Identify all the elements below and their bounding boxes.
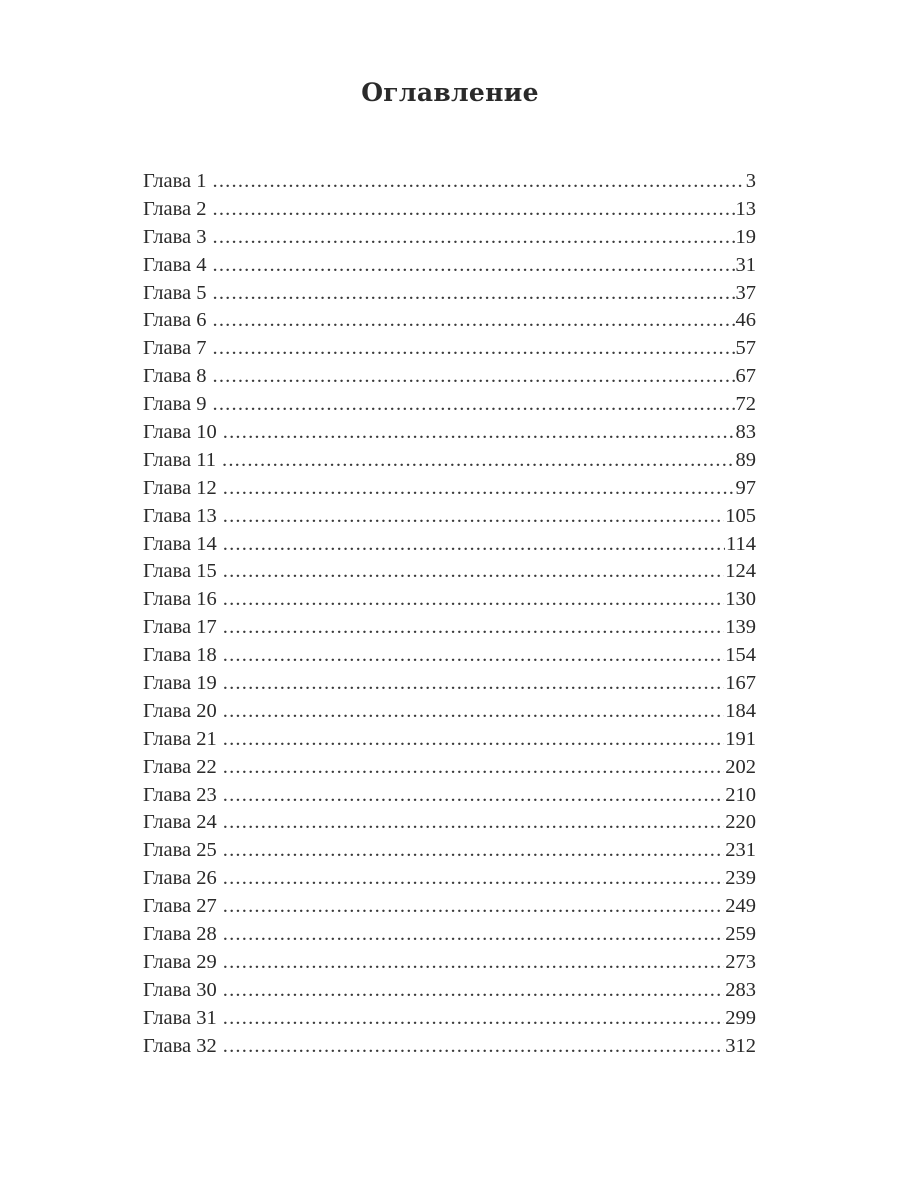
toc-dot-leader	[223, 809, 724, 837]
toc-entry-label: Глава 7	[143, 337, 207, 360]
toc-entry-page-number: 154	[725, 644, 756, 667]
page-title: Оглавление	[361, 78, 539, 107]
toc-entry-label: Глава 16	[143, 588, 217, 611]
toc-entry[interactable]	[143, 252, 756, 280]
toc-entry-label: Глава 5	[143, 281, 207, 304]
toc-entry-page-number: 3	[745, 170, 756, 192]
toc-dot-leader	[213, 307, 735, 335]
toc-dot-leader	[223, 754, 724, 782]
toc-entry[interactable]	[143, 809, 756, 837]
toc-dot-leader	[222, 447, 734, 475]
toc-entry[interactable]	[143, 558, 756, 586]
toc-entry[interactable]	[143, 280, 756, 308]
toc-dot-leader	[223, 419, 735, 447]
toc-entry-label: Глава 6	[143, 309, 207, 332]
toc-entry-label: Глава 31	[143, 1006, 217, 1029]
toc-entry-label: Глава 3	[143, 225, 207, 248]
toc-entry-label: Глава 17	[143, 616, 217, 639]
toc-entry-page-number: 124	[725, 560, 756, 583]
toc-entry-page-number: 89	[735, 448, 756, 471]
toc-entry-label: Глава 12	[143, 476, 217, 499]
toc-entry-page-number: 37	[735, 281, 756, 304]
toc-entry[interactable]	[143, 391, 756, 419]
toc-entry-label: Глава 4	[143, 253, 207, 276]
toc-entry[interactable]	[143, 447, 756, 475]
toc-entry-label: Глава 21	[143, 727, 217, 750]
toc-entry-label: Глава 14	[143, 532, 217, 555]
toc-dot-leader	[223, 698, 724, 726]
toc-entry[interactable]	[143, 307, 756, 335]
toc-entry-page-number: 273	[725, 950, 756, 973]
toc-entry-label: Глава 15	[143, 560, 217, 583]
toc-entry[interactable]	[143, 335, 756, 363]
toc-entry[interactable]	[143, 475, 756, 503]
toc-entry-page-number: 259	[725, 923, 756, 946]
toc-entry[interactable]	[143, 698, 756, 726]
toc-entry[interactable]	[143, 1033, 756, 1061]
table-of-contents	[143, 168, 756, 1061]
toc-entry-page-number: 105	[725, 504, 756, 527]
toc-entry-page-number: 13	[735, 197, 756, 220]
toc-dot-leader	[223, 503, 724, 531]
toc-dot-leader	[223, 949, 724, 977]
toc-entry-label: Глава 26	[143, 867, 217, 890]
toc-entry[interactable]	[143, 921, 756, 949]
toc-dot-leader	[223, 865, 724, 893]
toc-entry-label: Глава 10	[143, 421, 217, 444]
toc-entry-label: Глава 24	[143, 811, 217, 834]
toc-entry[interactable]	[143, 893, 756, 921]
toc-entry-label: Глава 22	[143, 755, 217, 778]
toc-dot-leader	[223, 586, 724, 614]
toc-entry-page-number: 249	[725, 895, 756, 918]
toc-entry[interactable]	[143, 531, 756, 559]
toc-dot-leader	[223, 921, 724, 949]
toc-entry-label: Глава 28	[143, 923, 217, 946]
toc-entry[interactable]	[143, 754, 756, 782]
toc-entry-label: Глава 32	[143, 1034, 217, 1057]
toc-entry-page-number: 31	[735, 253, 756, 276]
toc-dot-leader	[223, 782, 724, 810]
toc-dot-leader	[213, 224, 735, 252]
toc-entry[interactable]	[143, 977, 756, 1005]
toc-entry[interactable]	[143, 726, 756, 754]
toc-dot-leader	[223, 642, 724, 670]
toc-entry[interactable]	[143, 419, 756, 447]
toc-entry-label: Глава 27	[143, 895, 217, 918]
toc-entry-label: Глава 23	[143, 783, 217, 806]
toc-entry-page-number: 114	[726, 532, 756, 555]
toc-dot-leader	[223, 614, 724, 642]
toc-entry-page-number: 130	[725, 588, 756, 611]
toc-entry[interactable]	[143, 196, 756, 224]
toc-entry[interactable]	[143, 1005, 756, 1033]
toc-dot-leader	[223, 670, 724, 698]
toc-dot-leader	[223, 558, 724, 586]
toc-entry[interactable]	[143, 642, 756, 670]
toc-entry-label: Глава 30	[143, 978, 217, 1001]
toc-entry-page-number: 312	[725, 1034, 756, 1057]
toc-entry-page-number: 46	[735, 309, 756, 332]
toc-entry-label: Глава 19	[143, 672, 217, 695]
toc-dot-leader	[213, 196, 735, 224]
toc-entry[interactable]	[143, 168, 756, 196]
toc-entry[interactable]	[143, 949, 756, 977]
toc-dot-leader	[223, 1005, 724, 1033]
toc-entry-label: Глава 18	[143, 644, 217, 667]
toc-dot-leader	[223, 837, 724, 865]
toc-entry-page-number: 210	[725, 783, 756, 806]
toc-dot-leader	[223, 893, 724, 921]
toc-entry-page-number: 19	[735, 225, 756, 248]
toc-entry-label: Глава 29	[143, 950, 217, 973]
toc-entry-label: Глава 13	[143, 504, 217, 527]
toc-entry-page-number: 83	[735, 421, 756, 444]
toc-dot-leader	[223, 531, 725, 559]
toc-entry-page-number: 67	[735, 365, 756, 388]
toc-entry-label: Глава 11	[143, 448, 217, 471]
toc-dot-leader	[213, 391, 735, 419]
toc-dot-leader	[213, 363, 735, 391]
toc-dot-leader	[213, 252, 735, 280]
toc-entry[interactable]	[143, 837, 756, 865]
toc-entry-page-number: 191	[725, 727, 756, 750]
toc-entry-label: Глава 20	[143, 699, 217, 722]
toc-entry[interactable]	[143, 670, 756, 698]
toc-entry[interactable]	[143, 782, 756, 810]
toc-entry[interactable]	[143, 614, 756, 642]
toc-entry-label: Глава 9	[143, 393, 207, 416]
toc-entry-page-number: 184	[725, 699, 756, 722]
toc-entry[interactable]	[143, 503, 756, 531]
toc-entry-page-number: 57	[735, 337, 756, 360]
toc-entry-page-number: 220	[725, 811, 756, 834]
toc-entry-page-number: 231	[725, 839, 756, 862]
toc-dot-leader	[213, 335, 735, 363]
toc-entry[interactable]	[143, 224, 756, 252]
toc-entry-label: Глава 1	[143, 170, 207, 192]
toc-entry-page-number: 167	[725, 672, 756, 695]
toc-entry-label: Глава 2	[143, 197, 207, 220]
toc-entry[interactable]	[143, 586, 756, 614]
toc-entry[interactable]	[143, 363, 756, 391]
toc-entry[interactable]	[143, 865, 756, 893]
toc-dot-leader	[223, 475, 735, 503]
toc-entry-page-number: 202	[725, 755, 756, 778]
toc-dot-leader	[213, 168, 745, 196]
toc-entry-page-number: 72	[735, 393, 756, 416]
toc-dot-leader	[223, 1033, 724, 1061]
toc-entry-label: Глава 25	[143, 839, 217, 862]
toc-dot-leader	[223, 977, 724, 1005]
toc-entry-page-number: 283	[725, 978, 756, 1001]
toc-entry-page-number: 97	[735, 476, 756, 499]
toc-dot-leader	[223, 726, 724, 754]
toc-entry-label: Глава 8	[143, 365, 207, 388]
toc-entry-page-number: 139	[725, 616, 756, 639]
toc-entry-page-number: 299	[725, 1006, 756, 1029]
toc-dot-leader	[213, 280, 735, 308]
toc-entry-page-number: 239	[725, 867, 756, 890]
